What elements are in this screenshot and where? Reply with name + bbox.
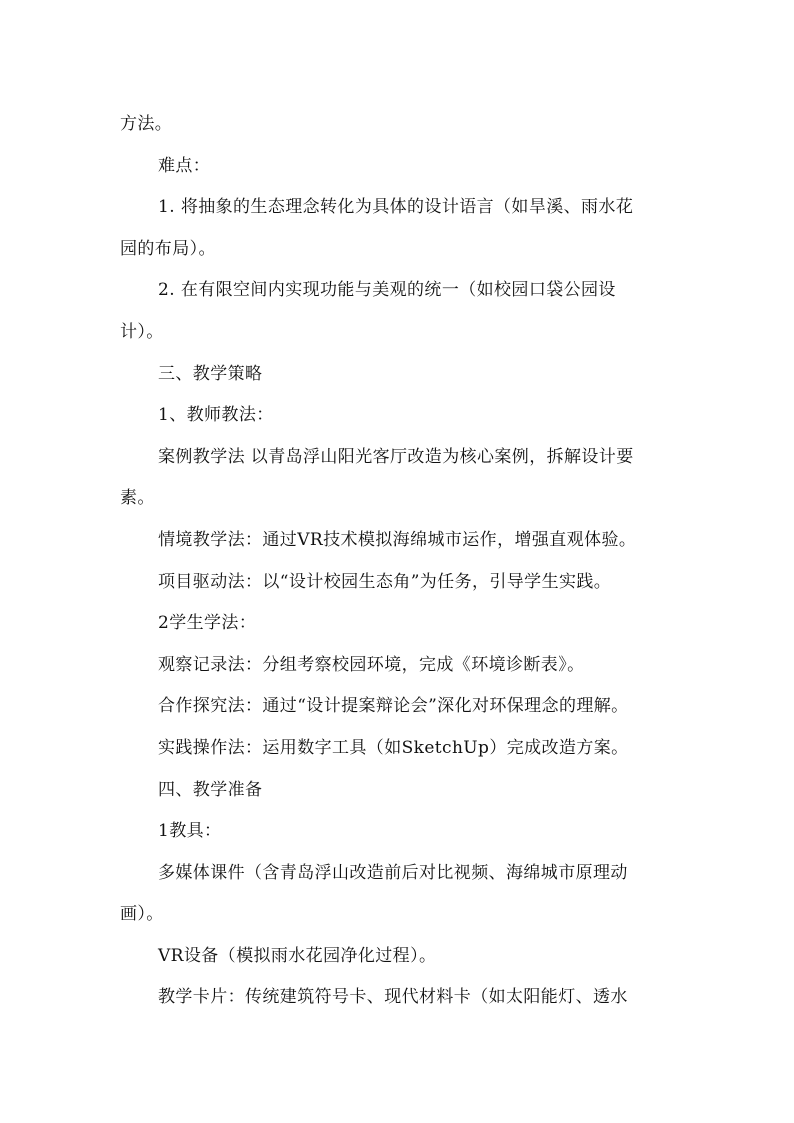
subheading-teaching-aids: 1教具： [158,821,222,842]
document-body [120,104,680,1019]
method-case-teaching-continuation: 素。 [120,488,155,509]
difficulty-heading: 难点： [158,155,211,176]
method-case-teaching: 案例教学法 以青岛浮山阳光客厅改造为核心案例，拆解设计要 [158,446,634,467]
aid-teaching-cards: 教学卡片：传统建筑符号卡、现代材料卡（如太阳能灯、透水 [158,987,628,1008]
section-heading-teaching-preparation: 四、教学准备 [158,779,263,800]
difficulty-item-1-continuation: 园的布局）。 [120,238,216,259]
method-situational-teaching: 情境教学法：通过VR技术模拟海绵城市运作，增强直观体验。 [158,529,637,550]
difficulty-item-2-continuation: 计）。 [120,321,164,342]
subheading-teacher-methods: 1、教师教法： [158,405,274,426]
aid-multimedia-courseware-continuation: 画）。 [120,904,164,925]
section-heading-teaching-strategy: 三、教学策略 [158,363,263,384]
text-line-continuation: 方法。 [120,114,173,134]
method-practical-operation: 实践操作法：运用数字工具（如SketchUp）完成改造方案。 [158,737,629,758]
method-cooperative-inquiry: 合作探究法：通过“设计提案辩论会”深化对环保理念的理解。 [158,696,629,717]
subheading-student-methods: 2学生学法： [158,613,257,634]
aid-vr-equipment: VR设备（模拟雨水花园净化过程）。 [158,945,437,966]
aid-multimedia-courseware: 多媒体课件（含青岛浮山改造前后对比视频、海绵城市原理动 [158,862,628,883]
method-observation-record: 观察记录法：分组考察校园环境，完成《环境诊断表》。 [158,654,585,675]
difficulty-item-2: 2. 在有限空间内实现功能与美观的统一（如校园口袋公园设 [158,280,616,301]
method-project-driven: 项目驱动法：以“设计校园生态角”为任务，引导学生实践。 [158,571,612,592]
difficulty-item-1: 1. 将抽象的生态理念转化为具体的设计语言（如旱溪、雨水花 [158,197,634,218]
